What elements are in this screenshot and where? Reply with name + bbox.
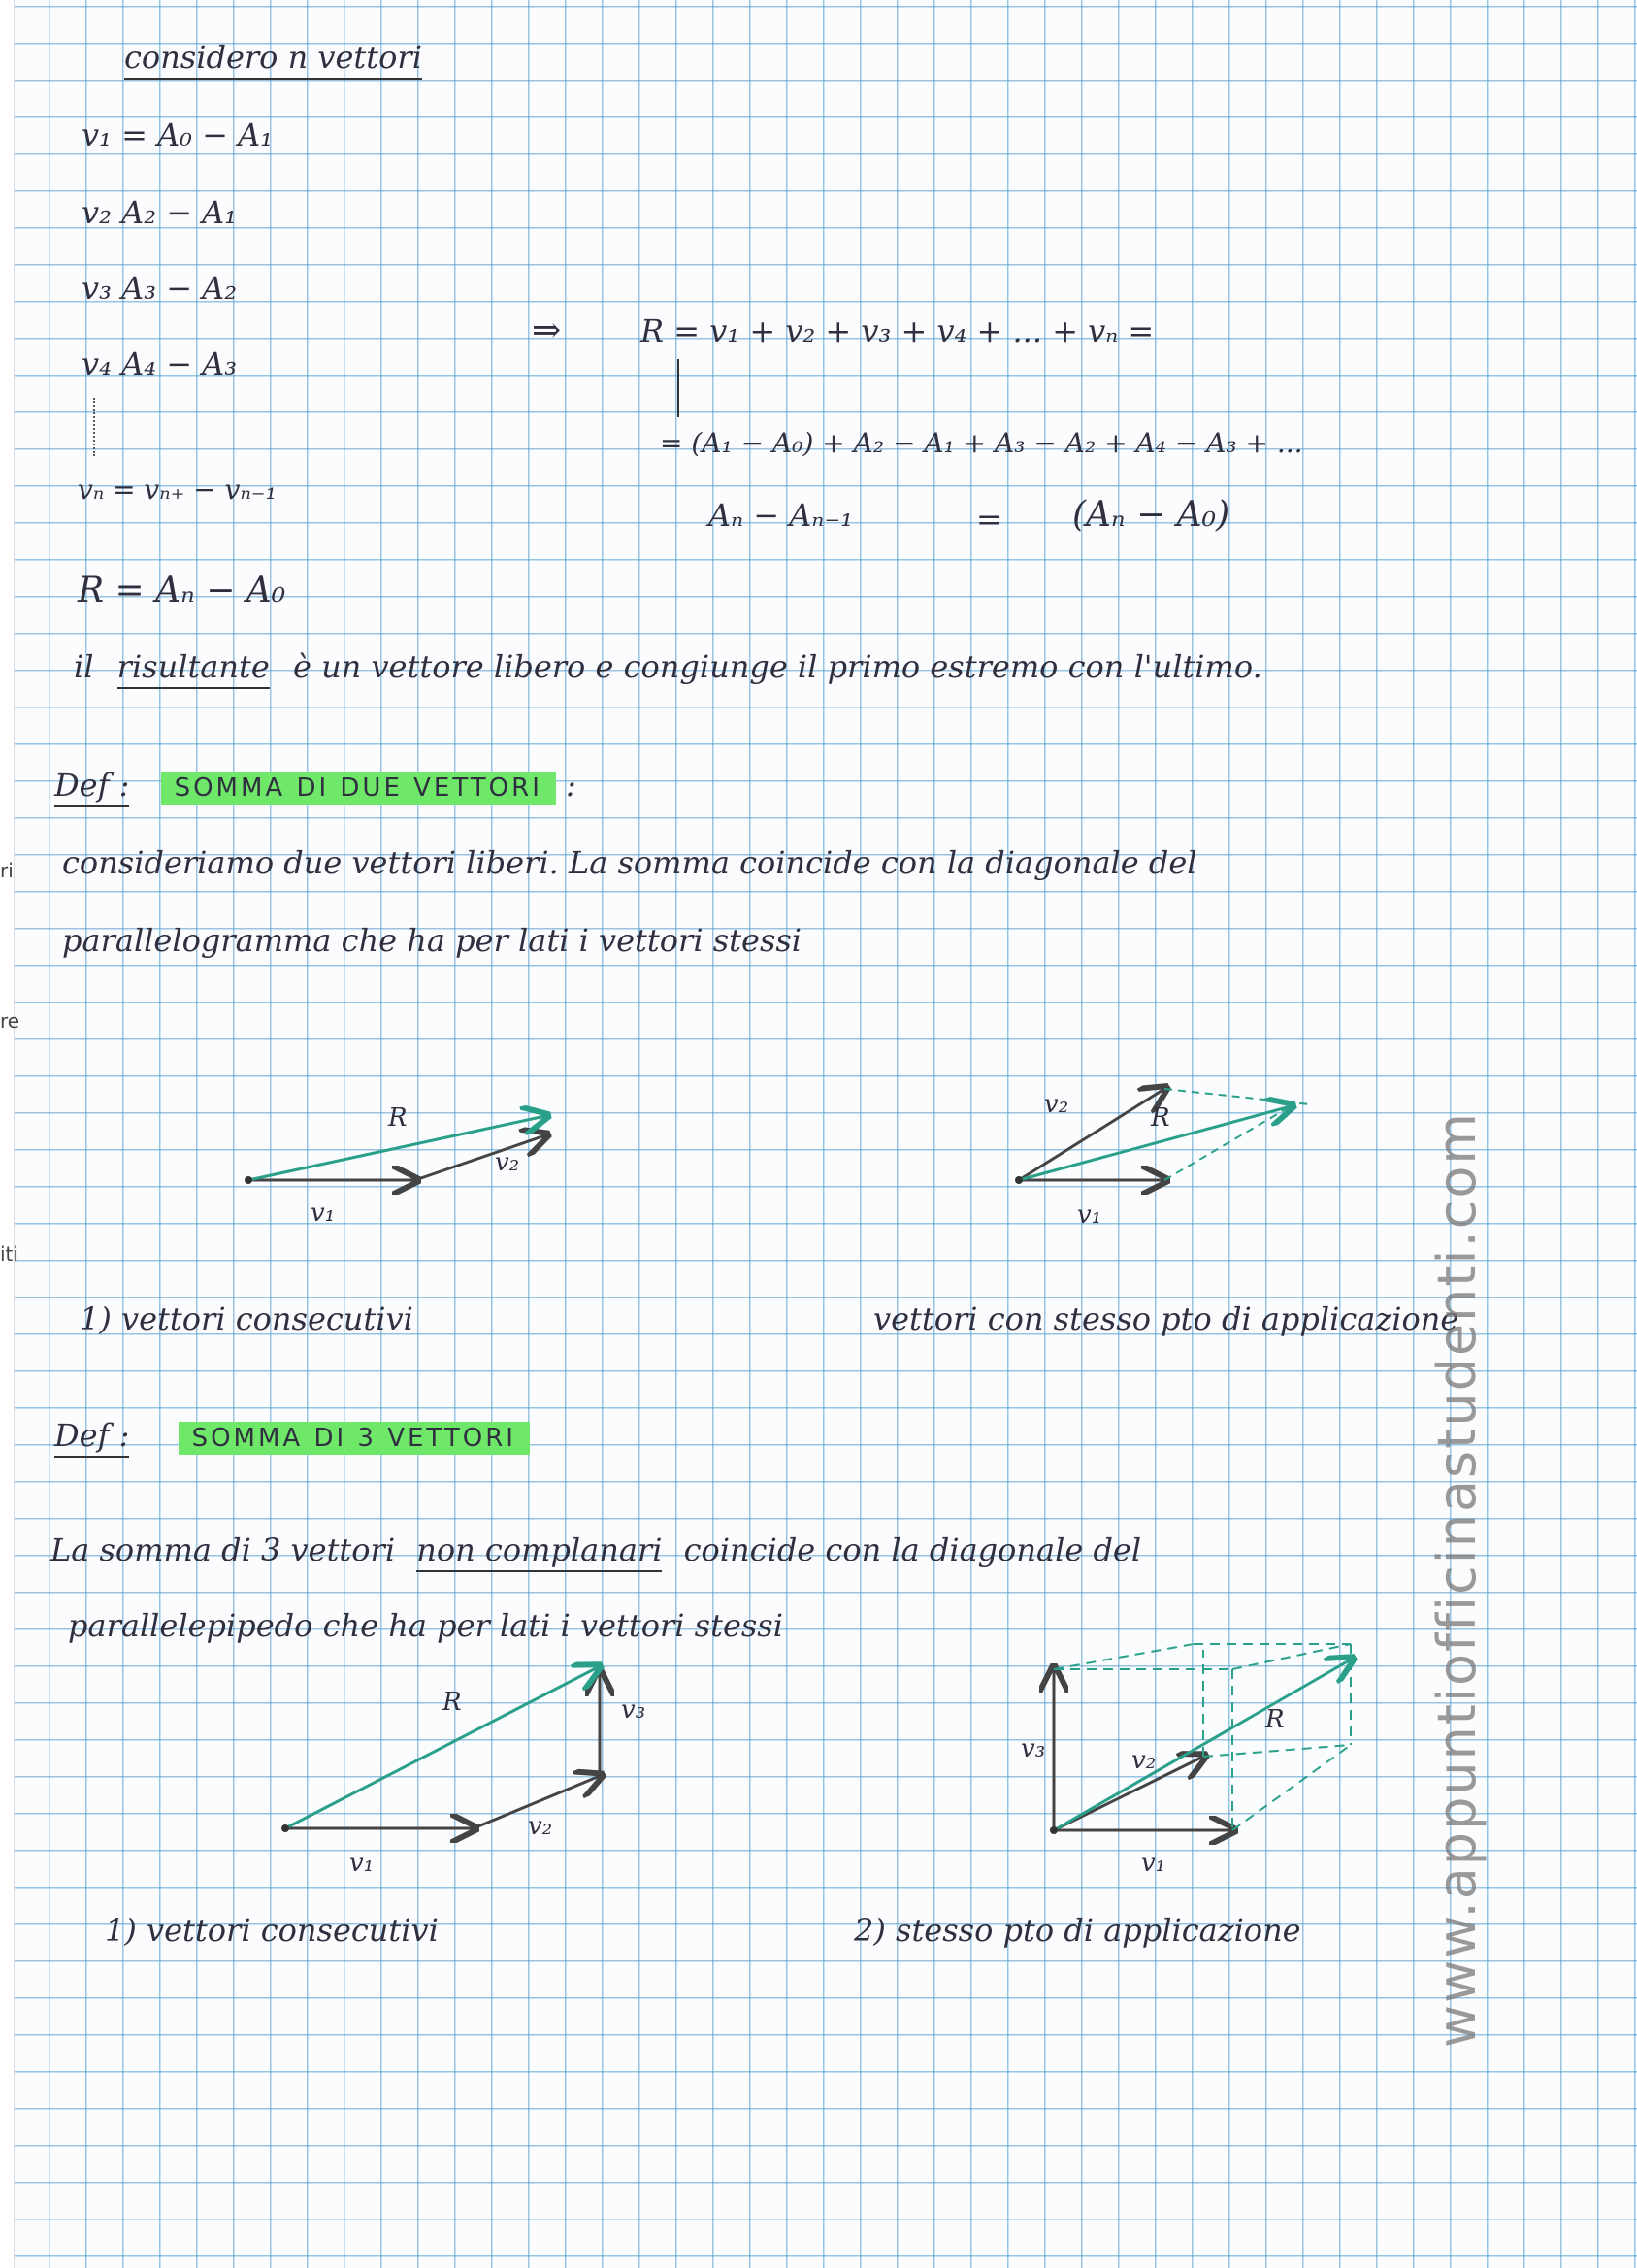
label-r: R xyxy=(442,1688,462,1717)
sum-line-1: R = v₁ + v₂ + v₃ + v₄ + ... + vₙ = xyxy=(640,312,1155,349)
def2-heading xyxy=(54,1417,530,1454)
origin-point xyxy=(1015,1176,1023,1184)
def1-text-line2: parallelogramma che ha per lati i vettori stessi xyxy=(62,922,802,959)
diagram-consecutive-2 xyxy=(233,1087,582,1252)
def1-heading xyxy=(54,767,576,804)
sum-line-3-right: (Aₙ − A₀) xyxy=(1072,495,1230,535)
sum-line-3-left: Aₙ − Aₙ₋₁ xyxy=(708,497,854,534)
equation-v1: v₁ = A₀ − A₁ xyxy=(82,116,274,153)
def2-text-line1 xyxy=(50,1531,1141,1568)
label-v3: v₃ xyxy=(621,1695,646,1725)
def1-text-line1: consideriamo due vettori liberi. La somma coincide con la diagonale del xyxy=(62,844,1197,881)
dots-vertical xyxy=(93,398,95,456)
label-v2: v₂ xyxy=(528,1812,553,1841)
label-r: R xyxy=(1265,1705,1285,1734)
sum-line-3-eq: = xyxy=(976,501,1002,538)
def1-colon: : xyxy=(566,767,576,804)
bracket-line xyxy=(677,359,679,417)
label-r: R xyxy=(1151,1103,1170,1133)
origin-point xyxy=(245,1176,252,1184)
def2-line1-pre: La somma di 3 vettori xyxy=(50,1531,396,1568)
def2-title: SOMMA DI 3 VETTORI xyxy=(179,1422,530,1455)
label-v3: v₃ xyxy=(1021,1734,1046,1763)
def1-label: Def : xyxy=(54,767,129,807)
equation-v2: v₂ A₂ − A₁ xyxy=(82,194,238,231)
result-equation: R = Aₙ − A₀ xyxy=(78,571,286,610)
resultant-post: è un vettore libero e congiunge il primo estremo con l'ultimo. xyxy=(292,648,1262,685)
vector-r xyxy=(285,1667,598,1828)
sum-line-2: = (A₁ − A₀) + A₂ − A₁ + A₃ − A₂ + A₄ − A₃ + ... xyxy=(660,427,1303,459)
diagram-parallelepiped xyxy=(999,1630,1407,1883)
caption-diagram1: 1) vettori consecutivi xyxy=(80,1300,413,1337)
implies-arrow: ⇒ xyxy=(532,311,562,350)
parallel-top xyxy=(1164,1089,1310,1104)
equation-vn: vₙ = vₙ₊ − vₙ₋₁ xyxy=(78,474,277,506)
equation-v3: v₃ A₃ − A₂ xyxy=(82,270,238,307)
origin-point xyxy=(1050,1826,1058,1834)
label-v1: v₁ xyxy=(311,1199,336,1228)
caption-diagram4: 2) stesso pto di applicazione xyxy=(854,1912,1301,1949)
caption-diagram2: vettori con stesso pto di applicazione xyxy=(873,1300,1459,1337)
resultant-pre: il xyxy=(74,648,94,685)
def2-line1-under: non complanari xyxy=(416,1531,662,1572)
label-v1: v₁ xyxy=(1077,1200,1102,1230)
box-edges xyxy=(1054,1644,1351,1830)
page-edge xyxy=(0,0,15,2268)
edge-mark: re xyxy=(0,1009,20,1033)
label-r: R xyxy=(388,1103,408,1133)
edge-mark: ri xyxy=(0,859,14,882)
def2-text-line2: parallelepipedo che ha per lati i vettori stessi xyxy=(68,1607,783,1644)
resultant-sentence xyxy=(74,648,1262,685)
def2-label: Def : xyxy=(54,1417,129,1458)
origin-point xyxy=(281,1824,289,1832)
parallel-right xyxy=(1164,1106,1291,1180)
def2-line1-post: coincide con la diagonale del xyxy=(683,1531,1142,1568)
equation-v4: v₄ A₄ − A₃ xyxy=(82,345,238,382)
diagram-consecutive-3 xyxy=(272,1650,679,1883)
vector-v2 xyxy=(1054,1757,1203,1830)
label-v1: v₁ xyxy=(1141,1849,1166,1878)
page-title: considero n vettori xyxy=(124,39,422,80)
vector-v2 xyxy=(415,1135,545,1180)
vector-v2 xyxy=(1019,1089,1164,1180)
label-v2: v₂ xyxy=(1044,1090,1069,1119)
resultant-word: risultante xyxy=(117,648,270,689)
caption-diagram3: 1) vettori consecutivi xyxy=(105,1912,439,1949)
diagram-same-origin-2 xyxy=(999,1077,1349,1252)
edge-mark: iti xyxy=(0,1242,18,1265)
label-v1: v₁ xyxy=(349,1849,375,1878)
def1-title: SOMMA DI DUE VETTORI xyxy=(161,772,556,805)
label-v2: v₂ xyxy=(1131,1746,1157,1775)
watermark: www.appuntiofficinastudenti.com xyxy=(1426,1111,1488,2048)
label-v2: v₂ xyxy=(495,1148,520,1177)
